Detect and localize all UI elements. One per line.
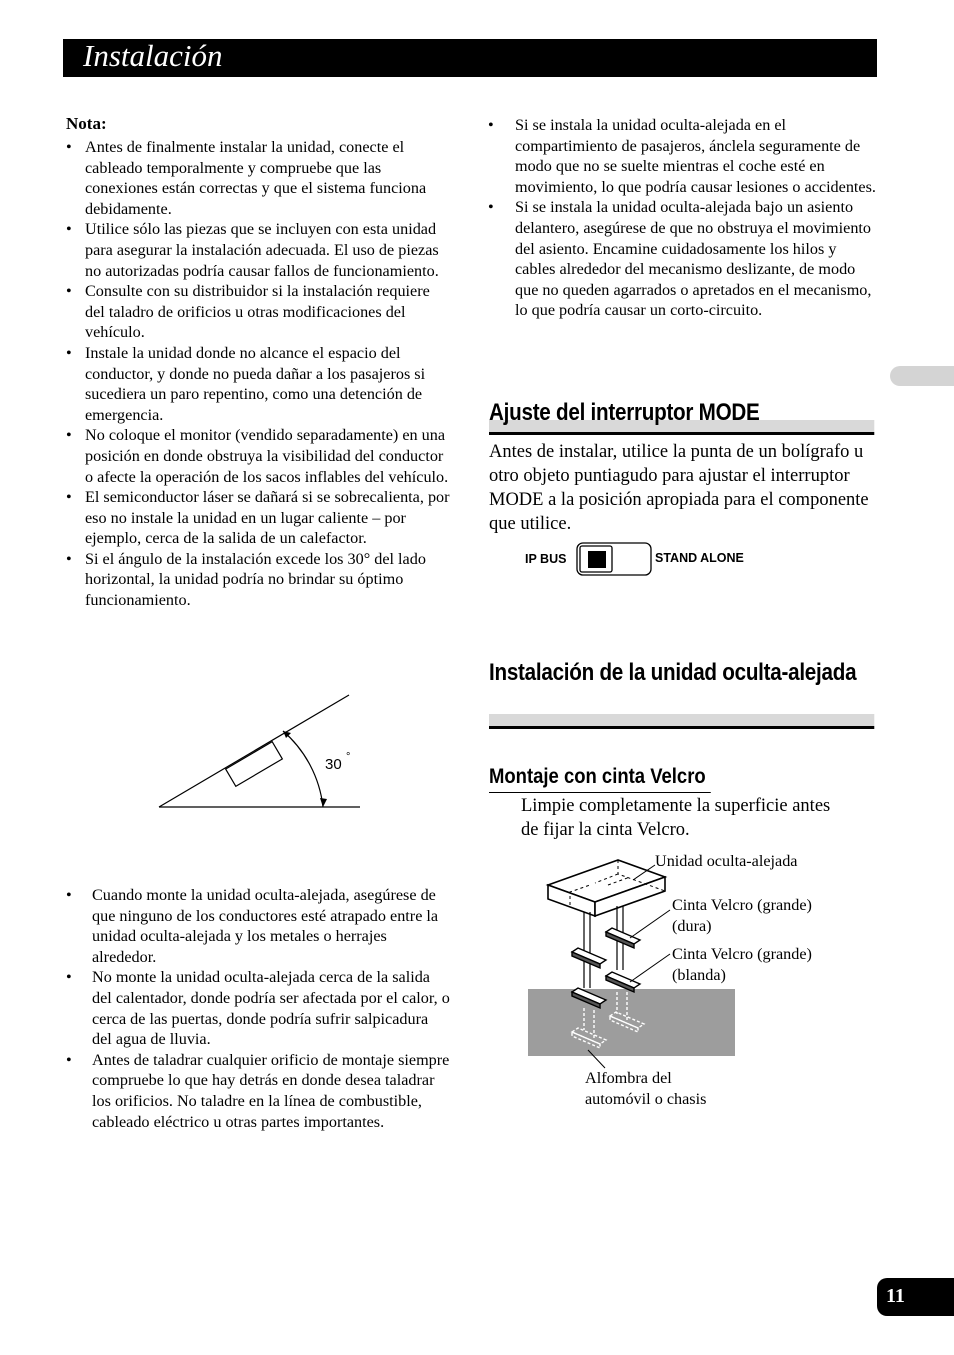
angle-arc bbox=[283, 731, 323, 807]
subheading-velcro: Montaje con cinta Velcro bbox=[489, 762, 711, 793]
installation-cautions-list bbox=[488, 115, 880, 321]
section-heading-mode: Ajuste del interruptor MODE bbox=[489, 396, 874, 435]
label-velcro-soft: Cinta Velcro (grande) (blanda) bbox=[672, 945, 812, 984]
label-remote-unit: Unidad oculta-alejada bbox=[655, 852, 798, 870]
mode-paragraph: Antes de instalar, utilice la punta de un bolígrafo u otro objeto puntiagudo para ajustar el interruptor MODE a la posición apropiada para el componente que utilice. bbox=[489, 442, 869, 534]
list-item: • Si se instala la unidad oculta-alejada bajo un asiento delantero, asegúrese de que no obstruya el movimiento del asiento. Encamine cuidadosamente los hilos y cables alrededor del mecanismo deslizante, de modo que no queden agarrados o apretados en el mecanismo, lo que podría causar un corto-circuito. bbox=[488, 197, 880, 321]
switch-slider bbox=[588, 551, 606, 568]
page-number-box bbox=[877, 1278, 954, 1316]
label-velcro-hard: Cinta Velcro (grande) (dura) bbox=[672, 896, 812, 935]
list-item: • No monte la unidad oculta-alejada cerca de la salida del calentador, donde podría ser afectada por el calor, o cerca de las puertas, donde podría sufrir salpicadura del agua de lluvia. bbox=[66, 967, 450, 1049]
switch-label-ip-bus: IP BUS bbox=[525, 552, 567, 566]
list-item: • Cuando monte la unidad oculta-alejada, asegúrese de que ninguno de los conductores esté atrapado entre la unidad oculta-alejada y los metales o herrajes alrededor. bbox=[66, 885, 450, 967]
list-item: • Si el ángulo de la instalación excede los 30° del lado horizontal, la unidad podría no brindar su óptimo funcionamiento. bbox=[66, 549, 450, 611]
arc-arrowhead-bottom bbox=[320, 798, 327, 807]
list-item: • Utilice sólo las piezas que se incluyen con esta unidad para asegurar la instalación adecuada. El uso de piezas no autorizadas podría causar fallos de funcionamiento. bbox=[66, 219, 450, 281]
list-item: • No coloque el monitor (vendido separadamente) en una posición en donde obstruya la visibilidad del conductor o afecte la operación de los sacos inflables del vehículo. bbox=[66, 425, 450, 487]
remote-unit-box bbox=[548, 860, 665, 916]
page-title: Instalación bbox=[83, 38, 223, 73]
header-bar bbox=[63, 39, 877, 77]
angle-diagram bbox=[150, 688, 370, 813]
nota-label: Nota: bbox=[66, 114, 107, 133]
list-item: • Consulte con su distribuidor si la instalación requiere del taladro de orificios u otras modificaciones del vehículo. bbox=[66, 281, 450, 343]
carpet-area bbox=[528, 989, 735, 1056]
page-number: 11 bbox=[886, 1285, 905, 1307]
degree-mark: ° bbox=[346, 751, 351, 763]
list-item: • El semiconductor láser se dañará si se sobrecalienta, por eso no instale la unidad en un lugar caliente – por ejemplo, cerca de la salida de un calefactor. bbox=[66, 487, 450, 549]
list-item: • Antes de taladrar cualquier orificio de montaje siempre compruebe lo que hay detrás en donde desea taladrar los orificios. No taladre en la línea de combustible, cableado eléctrico u otras partes importantes. bbox=[66, 1050, 450, 1132]
switch-label-stand-alone: STAND ALONE bbox=[655, 551, 744, 565]
velcro-paragraph: Limpie completamente la superficie antes de fijar la cinta Velcro. bbox=[521, 796, 831, 840]
side-tab-marker bbox=[890, 366, 954, 386]
list-item: • Si se instala la unidad oculta-alejada en el compartimiento de pasajeros, ánclela seguramente de modo que no se suelte mientras el coche esté en movimiento, lo que podría causar lesiones o accidentes. bbox=[488, 115, 880, 197]
angle-label: 30 bbox=[325, 756, 342, 773]
section-heading-text: Instalación de la unidad oculta-alejada bbox=[489, 659, 857, 686]
label-carpet: Alfombra del automóvil o chasis bbox=[585, 1069, 707, 1108]
velcro-hard-strips bbox=[572, 928, 640, 968]
nota-list bbox=[66, 137, 450, 611]
mounting-cautions-list bbox=[66, 885, 450, 1132]
unit-rectangle bbox=[226, 742, 283, 787]
mode-switch-diagram bbox=[576, 542, 654, 578]
list-item: • Instale la unidad donde no alcance el espacio del conductor, y donde no pueda dañar a los pasajeros si sucediera un paro repentino, como una detención de emergencia. bbox=[66, 343, 450, 425]
list-item: • Antes de finalmente instalar la unidad, conecte el cableado temporalmente y compruebe que las conexiones están correctas y que el sistema funciona debidamente. bbox=[66, 137, 450, 219]
section-heading-unit bbox=[489, 656, 874, 729]
